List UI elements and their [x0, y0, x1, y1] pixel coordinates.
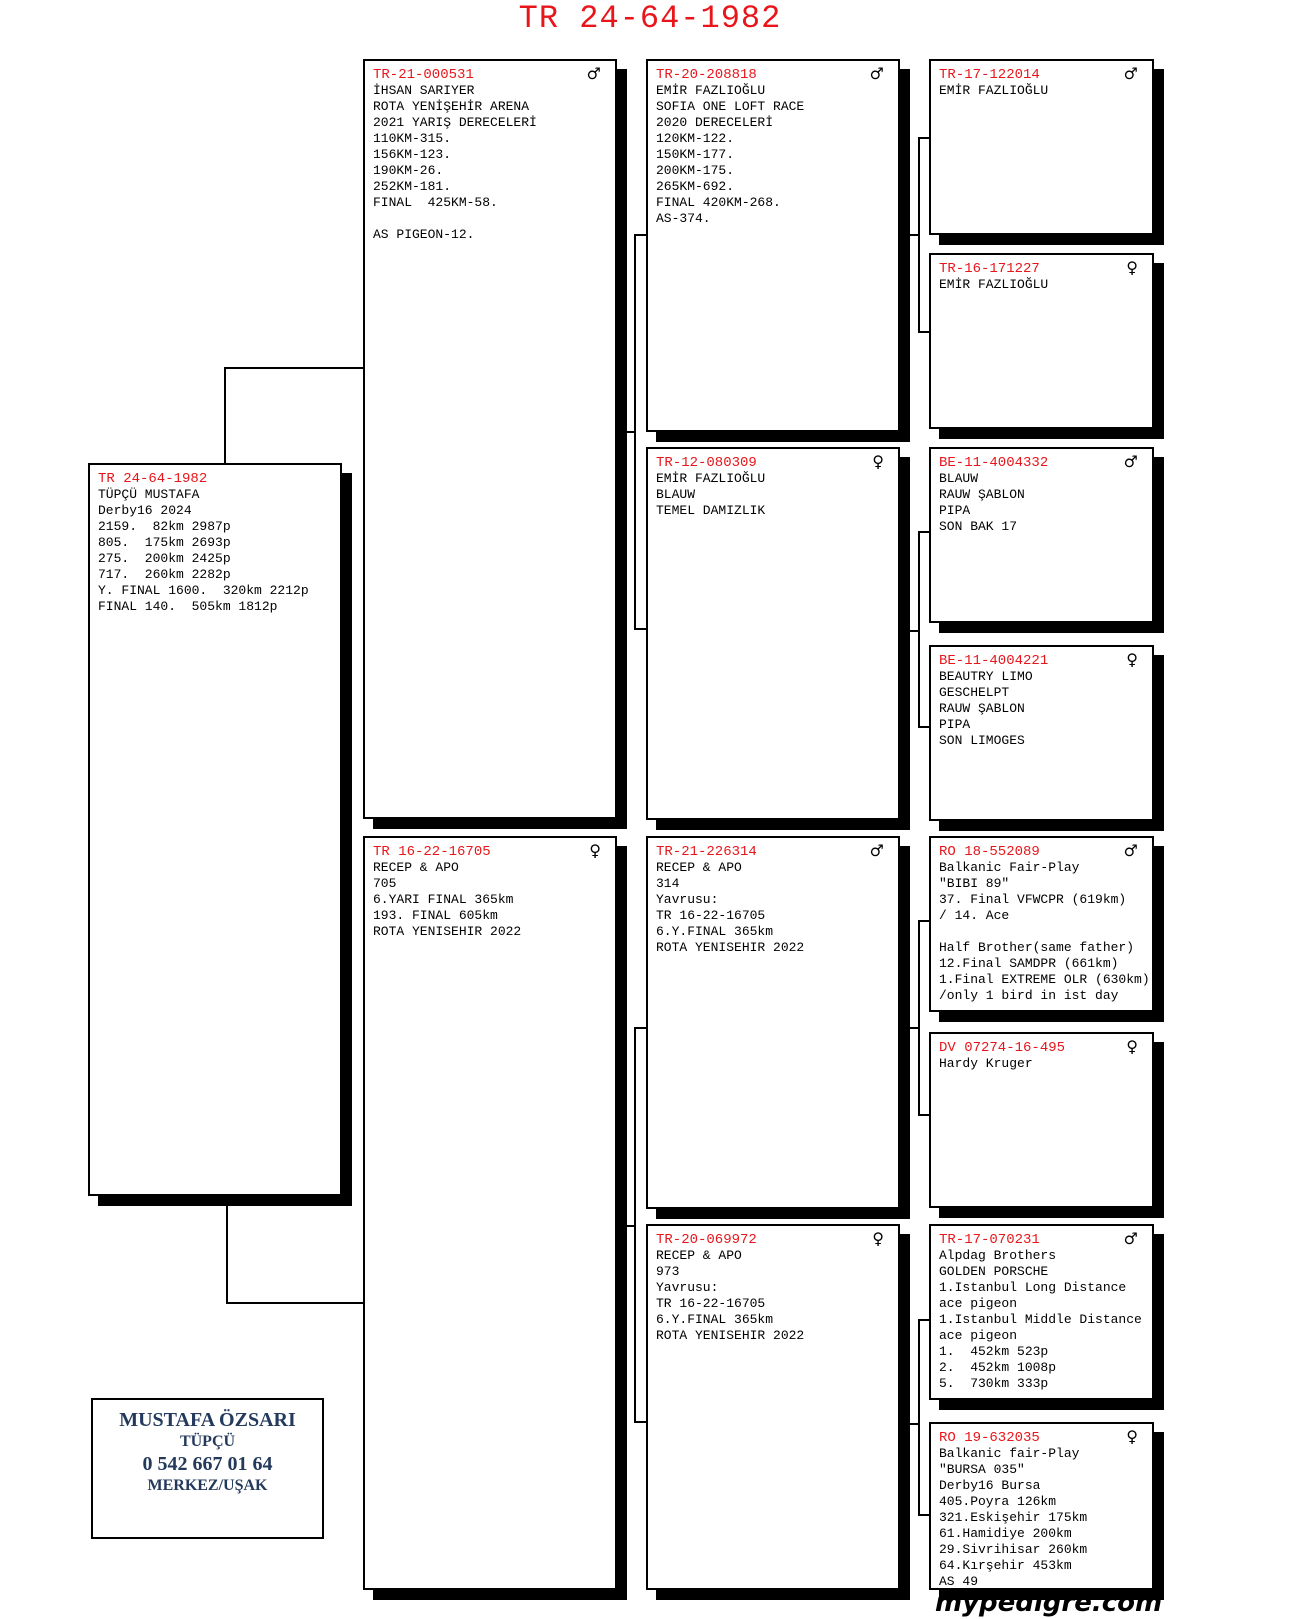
- breeder-phone[interactable]: 0 542 667 01 64: [142, 1453, 273, 1475]
- dd-sire-card[interactable]: [929, 1224, 1154, 1400]
- info-line: 805. 175km 2693p: [98, 535, 231, 550]
- sire-sire-card[interactable]: [646, 59, 900, 432]
- card-lines: [939, 669, 1144, 749]
- info-line: 61.Hamidiye 200km: [939, 1526, 1072, 1541]
- connector-subject-dam: [226, 1196, 364, 1304]
- info-line: 717. 260km 2282p: [98, 567, 231, 582]
- info-line: [939, 924, 1144, 940]
- subject-card[interactable]: [88, 463, 342, 1196]
- info-line: EMİR FAZLIOĞLU: [656, 83, 766, 98]
- card-lines: [939, 471, 1144, 535]
- ring-number: TR 24-64-1982: [98, 471, 208, 487]
- info-line: Alpdag Brothers: [939, 1248, 1057, 1263]
- info-line: 252KM-181.: [373, 179, 452, 194]
- info-line: RECEP & APO: [373, 860, 459, 875]
- info-line: /only 1 bird in ist day: [939, 988, 1119, 1003]
- connector-ds-stub: [910, 1027, 920, 1029]
- info-line: ace pigeon: [939, 1296, 1018, 1311]
- female-symbol-icon: ♀: [872, 1229, 884, 1248]
- female-symbol-icon: ♀: [1126, 258, 1138, 277]
- info-line: 314: [656, 876, 680, 891]
- male-symbol-icon: ♂: [1123, 1229, 1138, 1248]
- info-line: FINAL 420KM-268.: [656, 195, 781, 210]
- breeder-contact-box: [91, 1398, 324, 1539]
- ring-number: RO 18-552089: [939, 844, 1040, 860]
- breeder-name: MUSTAFA ÖZSARI: [119, 1409, 296, 1431]
- info-line: 2021 YARIŞ DERECELERİ: [373, 115, 537, 130]
- info-line: SON LIMOGES: [939, 733, 1025, 748]
- info-line: [373, 211, 607, 227]
- info-line: 64.Kırşehir 453km: [939, 1558, 1072, 1573]
- info-line: 405.Poyra 126km: [939, 1494, 1057, 1509]
- dam-sire-card[interactable]: [646, 836, 900, 1209]
- info-line: EMİR FAZLIOĞLU: [939, 277, 1049, 292]
- info-line: 6.Y.FINAL 365km: [656, 924, 774, 939]
- connector-dd-stub: [910, 1423, 920, 1425]
- info-line: 190KM-26.: [373, 163, 444, 178]
- info-line: 275. 200km 2425p: [98, 551, 231, 566]
- pedigree-title: TR 24-64-1982: [518, 0, 782, 37]
- info-line: Yavrusu:: [656, 892, 719, 907]
- dam-card[interactable]: [363, 836, 617, 1590]
- connector-subject-sire: [224, 367, 364, 463]
- ring-number: TR 16-22-16705: [373, 844, 491, 860]
- dd-dam-card[interactable]: [929, 1422, 1154, 1590]
- info-line: RAUW ŞABLON: [939, 487, 1025, 502]
- info-line: 6.Y.FINAL 365km: [656, 1312, 774, 1327]
- info-line: AS 49: [939, 1574, 979, 1589]
- ring-number: TR-21-226314: [656, 844, 757, 860]
- info-line: Derby16 2024: [98, 503, 192, 518]
- info-line: İHSAN SARIYER: [373, 83, 475, 98]
- breeder-nickname: TÜPÇÜ: [179, 1433, 236, 1450]
- sd-sire-card[interactable]: [929, 447, 1154, 623]
- info-line: 1.Istanbul Long Distance: [939, 1280, 1127, 1295]
- info-line: 156KM-123.: [373, 147, 452, 162]
- info-line: 973: [656, 1264, 680, 1279]
- ring-number: TR-12-080309: [656, 455, 757, 471]
- info-line: Y. FINAL 1600. 320km 2212p: [98, 583, 309, 598]
- info-line: ace pigeon: [939, 1328, 1018, 1343]
- info-line: ROTA YENISEHIR 2022: [373, 924, 522, 939]
- male-symbol-icon: ♂: [869, 64, 884, 83]
- info-line: TR 16-22-16705: [656, 1296, 766, 1311]
- info-line: Hardy Kruger: [939, 1056, 1033, 1071]
- info-line: Derby16 Bursa: [939, 1478, 1041, 1493]
- ring-number: BE-11-4004332: [939, 455, 1049, 471]
- info-line: 193. FINAL 605km: [373, 908, 498, 923]
- breeder-location: MERKEZ/UŞAK: [147, 1477, 268, 1494]
- info-line: 265KM-692.: [656, 179, 735, 194]
- info-line: RAUW ŞABLON: [939, 701, 1025, 716]
- info-line: TEMEL DAMIZLIK: [656, 503, 766, 518]
- info-line: BLAUW: [939, 471, 979, 486]
- info-line: 6.YARI FINAL 365km: [373, 892, 514, 907]
- info-line: SOFIA ONE LOFT RACE: [656, 99, 805, 114]
- info-line: 29.Sivrihisar 260km: [939, 1542, 1088, 1557]
- card-lines: [656, 860, 890, 956]
- info-line: 2159. 82km 2987p: [98, 519, 231, 534]
- ds-sire-card[interactable]: [929, 836, 1154, 1012]
- card-lines: [656, 471, 890, 519]
- info-line: 12.Final SAMDPR (661km): [939, 956, 1119, 971]
- ring-number: TR-16-171227: [939, 261, 1040, 277]
- ring-number: TR-20-069972: [656, 1232, 757, 1248]
- connector-dam-stub: [626, 1225, 636, 1227]
- ring-number: TR-17-122014: [939, 67, 1040, 83]
- card-lines: [373, 860, 607, 940]
- info-line: EMİR FAZLIOĞLU: [656, 471, 766, 486]
- card-lines: [939, 1056, 1144, 1072]
- info-line: "BURSA 035": [939, 1462, 1025, 1477]
- card-lines: [656, 83, 890, 227]
- male-symbol-icon: ♂: [869, 841, 884, 860]
- female-symbol-icon: ♀: [1126, 650, 1138, 669]
- ring-number: DV 07274-16-495: [939, 1040, 1066, 1056]
- card-lines: [939, 1248, 1144, 1392]
- male-symbol-icon: ♂: [586, 64, 601, 83]
- info-line: "BIBI 89": [939, 876, 1010, 891]
- info-line: GOLDEN PORSCHE: [939, 1264, 1049, 1279]
- card-lines: [656, 1248, 890, 1344]
- connector-ss-stub: [910, 234, 920, 236]
- info-line: GESCHELPT: [939, 685, 1010, 700]
- info-line: ROTA YENISEHIR 2022: [656, 940, 805, 955]
- info-line: FINAL 140. 505km 1812p: [98, 599, 278, 614]
- info-line: 5. 730km 333p: [939, 1376, 1049, 1391]
- sd-dam-card[interactable]: [929, 645, 1154, 821]
- ring-number: TR-21-000531: [373, 67, 474, 83]
- info-line: PIPA: [939, 503, 971, 518]
- info-line: Half Brother(same father): [939, 940, 1135, 955]
- info-line: FINAL 425KM-58.: [373, 195, 498, 210]
- female-symbol-icon: ♀: [589, 841, 601, 860]
- info-line: ROTA YENISEHIR 2022: [656, 1328, 805, 1343]
- info-line: BEAUTRY LIMO: [939, 669, 1033, 684]
- info-line: 2. 452km 1008p: [939, 1360, 1057, 1375]
- info-line: RECEP & APO: [656, 1248, 742, 1263]
- female-symbol-icon: ♀: [1126, 1427, 1138, 1446]
- sire-dam-card[interactable]: [646, 447, 900, 820]
- connector-sire-stub: [626, 431, 636, 433]
- male-symbol-icon: ♂: [1123, 452, 1138, 471]
- info-line: 1.Istanbul Middle Distance: [939, 1312, 1142, 1327]
- info-line: 321.Eskişehir 175km: [939, 1510, 1088, 1525]
- sire-card[interactable]: [363, 59, 617, 819]
- info-line: AS PIGEON-12.: [373, 227, 475, 242]
- male-symbol-icon: ♂: [1123, 841, 1138, 860]
- info-line: 705: [373, 876, 397, 891]
- info-line: Yavrusu:: [656, 1280, 719, 1295]
- info-line: SON BAK 17: [939, 519, 1018, 534]
- card-lines: [939, 1446, 1144, 1590]
- card-lines: [939, 83, 1144, 99]
- ss-sire-card[interactable]: [929, 59, 1154, 235]
- ring-number: TR-17-070231: [939, 1232, 1040, 1248]
- info-line: / 14. Ace: [939, 908, 1010, 923]
- info-line: EMİR FAZLIOĞLU: [939, 83, 1049, 98]
- info-line: 1. 452km 523p: [939, 1344, 1049, 1359]
- info-line: BLAUW: [656, 487, 696, 502]
- card-lines: [939, 277, 1144, 293]
- connector-sd-stub: [910, 630, 920, 632]
- info-line: Balkanic Fair-Play: [939, 860, 1080, 875]
- ring-number: RO 19-632035: [939, 1430, 1040, 1446]
- site-watermark[interactable]: mypedigre.com: [935, 1588, 1163, 1618]
- info-line: 120KM-122.: [656, 131, 735, 146]
- ring-number: TR-20-208818: [656, 67, 757, 83]
- info-line: 1.Final EXTREME OLR (630km): [939, 972, 1150, 987]
- info-line: 200KM-175.: [656, 163, 735, 178]
- info-line: 110KM-315.: [373, 131, 452, 146]
- ss-dam-card[interactable]: [929, 253, 1154, 429]
- info-line: TÜPÇÜ MUSTAFA: [98, 487, 200, 502]
- info-line: Balkanic fair-Play: [939, 1446, 1080, 1461]
- ring-number: BE-11-4004221: [939, 653, 1049, 669]
- card-lines: [373, 83, 607, 243]
- dam-dam-card[interactable]: [646, 1224, 900, 1590]
- info-line: PIPA: [939, 717, 971, 732]
- info-line: RECEP & APO: [656, 860, 742, 875]
- info-line: TR 16-22-16705: [656, 908, 766, 923]
- info-line: 150KM-177.: [656, 147, 735, 162]
- info-line: ROTA YENİŞEHİR ARENA: [373, 99, 530, 114]
- ds-dam-card[interactable]: [929, 1032, 1154, 1208]
- card-lines: [939, 860, 1150, 1004]
- info-line: AS-374.: [656, 211, 711, 226]
- card-lines: [98, 487, 332, 615]
- info-line: 2020 DERECELERİ: [656, 115, 774, 130]
- female-symbol-icon: ♀: [872, 452, 884, 471]
- female-symbol-icon: ♀: [1126, 1037, 1138, 1056]
- info-line: 37. Final VFWCPR (619km): [939, 892, 1127, 907]
- male-symbol-icon: ♂: [1123, 64, 1138, 83]
